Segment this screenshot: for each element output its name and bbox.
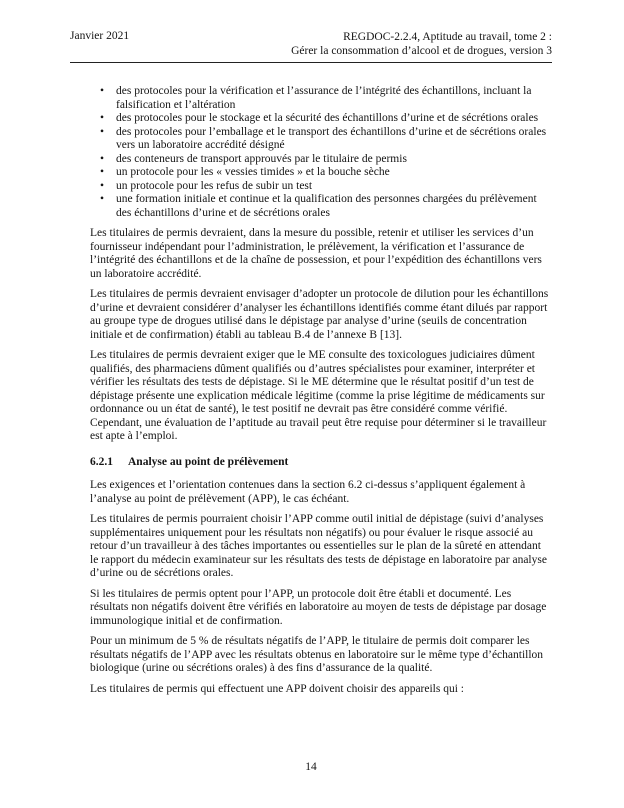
bullet-item xyxy=(90,166,552,180)
bullet-marker: • xyxy=(100,193,105,205)
bullet-item xyxy=(90,180,552,194)
bullet-text: des protocoles pour l’emballage et le transport des échantillons d’urine et de sécrétions orales vers un laboratoire accrédité désigné xyxy=(116,125,547,151)
paragraph: Pour un minimum de 5 % de résultats négatifs de l’APP, le titulaire de permis doit comparer les résultats négatifs de l’APP avec les résultats obtenus en laboratoire sur le même type d’échantillon biologique (urine ou sécrétions orales) à des fins d’assurance de la qualité. xyxy=(90,635,544,674)
bullet-marker: • xyxy=(100,179,105,192)
paragraph: Les titulaires de permis devraient envisager d’adopter un protocole de dilution pour les échantillons d’urine et devraient considérer d’analyser les échantillons identifiés comme étant dilués par rapport au groupe type de drogues utilisé dans le dépistage par analyse d’urine (seuils de concentration initiale et de confirmation) établi au tableau B.4 de l’annexe B [13]. xyxy=(90,288,549,341)
bullet-text: une formation initiale et continue et la qualification des personnes chargées du prélèvement des échantillons d’urine et de sécrétions orales xyxy=(116,193,537,219)
page-footer xyxy=(70,761,552,775)
header-document-title xyxy=(291,30,552,58)
bullet-item xyxy=(90,126,552,153)
bullet-text: des conteneurs de transport approuvés par le titulaire de permis xyxy=(116,152,407,165)
header-rule xyxy=(70,62,552,63)
section-title: Analyse au point de prélèvement xyxy=(128,455,289,468)
bullet-item xyxy=(90,193,552,220)
bullet-list xyxy=(90,85,552,220)
bullet-marker: • xyxy=(100,166,105,178)
bullet-marker: • xyxy=(100,125,105,138)
bullet-text: un protocole pour les refus de subir un test xyxy=(116,179,313,192)
bullet-marker: • xyxy=(100,85,105,97)
header-date: Janvier 2021 xyxy=(70,30,130,42)
paragraph: Les titulaires de permis qui effectuent une APP doivent choisir des appareils qui : xyxy=(90,682,464,695)
header-title-line-2: Gérer la consommation d’alcool et de drogues, version 3 xyxy=(291,45,552,57)
page-header xyxy=(70,30,552,63)
paragraph: Les titulaires de permis pourraient choisir l’APP comme outil initial de dépistage (suivi d’analyses supplémentaires uniquement pour les résultats non négatifs) ou pour évaluer le risque associé au retour d’un travailleur à des tâches importantes ou essentielles sur le plan de la sûreté en attendant le rapport du médecin examinateur sur les résultats des tests de dépistage en laboratoire par analyse d’urine ou de sécrétions orales. xyxy=(90,513,547,579)
page-body xyxy=(90,85,552,703)
paragraph: Les exigences et l’orientation contenues dans la section 6.2 ci-dessus s’appliquent également à l’analyse au point de prélèvement (APP), le cas échéant. xyxy=(90,479,526,505)
paragraph: Les titulaires de permis devraient, dans la mesure du possible, retenir et utiliser les services d’un fournisseur indépendant pour l’administration, le prélèvement, la vérification et l’assurance de l’intégrité des échantillons et de la chaîne de possession, et pour l’expédition des échantillons vers un laboratoire accrédité. xyxy=(90,227,542,280)
paragraph: Si les titulaires de permis optent pour l’APP, un protocole doit être établi et documenté. Les résultats non négatifs doivent être vérifiés en laboratoire au moyen de tests de dépistage par dosage immunologique initial et de confirmation. xyxy=(90,587,547,627)
bullet-item xyxy=(90,85,552,112)
bullet-marker: • xyxy=(100,152,105,165)
bullet-marker: • xyxy=(100,112,105,124)
bullet-item xyxy=(90,112,552,126)
bullet-text: un protocole pour les « vessies timides » et la bouche sèche xyxy=(116,166,390,178)
paragraph: Les titulaires de permis devraient exiger que le ME consulte des toxicologues judiciaires dûment qualifiés, des pharmaciens dûment qualifiés ou d’autres spécialistes pour examiner, interpréter et vérifier les résultats des tests de dépistage. Si le ME détermine que le résultat positif d’un test de dépistage présente une explication médicale légitime (comme la prise légitime de médicaments sur ordonnance ou un état de santé), le test positif ne devrait pas être considéré comme vérifié. Cependant, une évaluation de l’aptitude au travail peut être requise pour déterminer si le travailleur est apte à l’emploi. xyxy=(90,349,547,442)
header-title-line-1: REGDOC-2.2.4, Aptitude au travail, tome 2 : xyxy=(343,31,552,43)
bullet-text: des protocoles pour le stockage et la sécurité des échantillons d’urine et de sécrétions orales xyxy=(116,112,539,124)
section-heading xyxy=(90,456,552,470)
page-number: 14 xyxy=(305,760,317,773)
section-number: 6.2.1 xyxy=(90,455,113,468)
bullet-text: des protocoles pour la vérification et l’assurance de l’intégrité des échantillons, incluant la falsification et l’altération xyxy=(116,85,532,111)
bullet-item xyxy=(90,153,552,167)
